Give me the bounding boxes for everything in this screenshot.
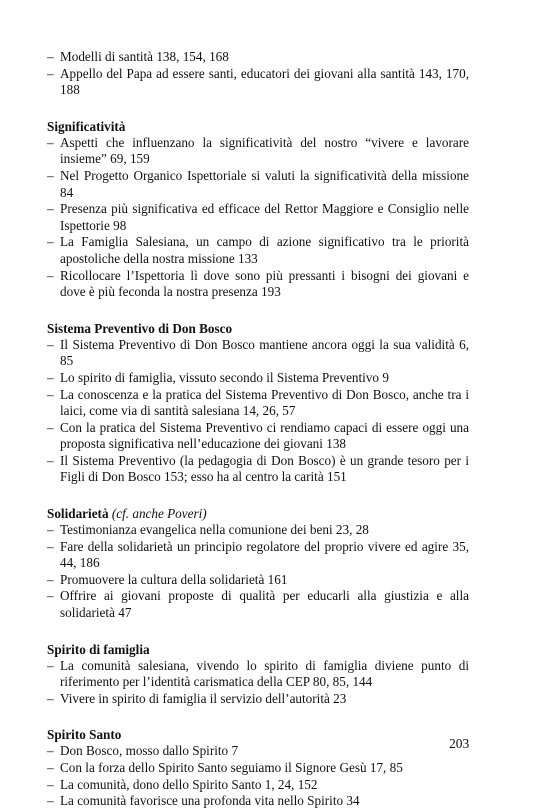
dash-marker: – xyxy=(47,690,54,706)
dash-marker: – xyxy=(47,369,54,385)
entry-text: Il Sistema Preventivo (la pedagogia di Don Bosco) è un grande tesoro per i Figli di Don Bosco 153; esso ha al centro la carità 151 xyxy=(60,452,469,485)
index-entry xyxy=(47,234,469,267)
entry-list xyxy=(47,49,469,99)
entry-text: La comunità salesiana, vivendo lo spirito di famiglia diviene punto di riferimento per l’identità carismatica della CEP 80, 85, 144 xyxy=(60,657,469,690)
dash-marker: – xyxy=(47,452,54,468)
dash-marker: – xyxy=(47,760,54,775)
index-section-significativita xyxy=(47,118,469,301)
dash-marker: – xyxy=(47,419,54,435)
entry-text: Testimonianza evangelica nella comunione dei beni 23, 28 xyxy=(60,522,369,538)
index-entry xyxy=(47,453,469,486)
entry-text: Aspetti che influenzano la significatività del nostro “vivere e lavorare insieme” 69, 159 xyxy=(60,134,469,167)
entry-text: La comunità favorisce una profonda vita nello Spirito 34 xyxy=(60,793,360,809)
section-heading xyxy=(47,118,469,135)
index-section-santita-continued xyxy=(47,49,469,99)
index-entry xyxy=(47,168,469,201)
section-heading xyxy=(47,320,469,337)
entry-text: Ricollocare l’Ispettoria lì dove sono più pressanti i bisogni dei giovani e dove è più feconda la nostra presenza 193 xyxy=(60,267,469,300)
entry-text: Don Bosco, mosso dallo Spirito 7 xyxy=(60,743,239,759)
entry-text: La conoscenza e la pratica del Sistema Preventivo di Don Bosco, anche tra i laici, come via di santità salesiana 14, 26, 57 xyxy=(60,386,469,419)
index-entry xyxy=(47,49,469,66)
dash-marker: – xyxy=(47,571,54,587)
entry-text: La Famiglia Salesiana, un campo di azione significativo tra le priorità apostoliche della nostra missione 133 xyxy=(60,234,469,266)
entry-text: Con la pratica del Sistema Preventivo ci rendiamo capaci di essere oggi una proposta significativa nell’educazione dei giovani 138 xyxy=(60,419,469,452)
index-entry xyxy=(47,760,469,777)
dash-marker: – xyxy=(47,167,54,183)
dash-marker: – xyxy=(47,538,54,554)
index-entry xyxy=(47,572,469,589)
heading-title: Sistema Preventivo di Don Bosco xyxy=(47,320,233,336)
dash-marker: – xyxy=(47,201,54,217)
dash-marker: – xyxy=(47,336,54,352)
index-entry xyxy=(47,743,469,760)
index-entry xyxy=(47,337,469,370)
entry-text: La comunità, dono dello Spirito Santo 1, 24, 152 xyxy=(60,776,318,792)
section-heading xyxy=(47,726,469,743)
dash-marker: – xyxy=(47,588,54,604)
entry-text: Nel Progetto Organico Ispettoriale si valuti la significatività della missione 84 xyxy=(60,167,469,200)
page-number: 203 xyxy=(449,736,470,751)
entry-list xyxy=(47,658,469,708)
dash-marker: – xyxy=(47,134,54,150)
index-entry xyxy=(47,522,469,539)
index-section-spirito-santo xyxy=(47,726,469,809)
index-entry xyxy=(47,691,469,708)
index-entry xyxy=(47,793,469,810)
entry-text: Promuovere la cultura della solidarietà 161 xyxy=(60,571,288,587)
dash-marker: – xyxy=(47,386,54,402)
index-section-solidarieta xyxy=(47,505,469,622)
index-entry xyxy=(47,370,469,387)
index-entry xyxy=(47,201,469,234)
heading-title: Spirito di famiglia xyxy=(47,641,150,657)
index-entry xyxy=(47,66,469,99)
entry-text: Modelli di santità 138, 154, 168 xyxy=(60,49,229,64)
section-heading xyxy=(47,505,469,522)
dash-marker: – xyxy=(47,522,54,538)
section-heading xyxy=(47,641,469,658)
dash-marker: – xyxy=(47,65,54,81)
dash-marker: – xyxy=(47,234,54,250)
dash-marker: – xyxy=(47,776,54,792)
index-entry xyxy=(47,268,469,301)
entry-text: Con la forza dello Spirito Santo seguiamo il Signore Gesù 17, 85 xyxy=(60,760,403,775)
index-entry xyxy=(47,420,469,453)
dash-marker: – xyxy=(47,267,54,283)
entry-text: Presenza più significativa ed efficace del Rettor Maggiore e Consiglio nelle Ispettorie 98 xyxy=(60,201,469,233)
entry-text: Lo spirito di famiglia, vissuto secondo il Sistema Preventivo 9 xyxy=(60,369,389,385)
index-entry xyxy=(47,539,469,572)
cross-reference-note: (cf. anche Poveri) xyxy=(111,506,207,522)
entry-text: Il Sistema Preventivo di Don Bosco mantiene ancora oggi la sua validità 6, 85 xyxy=(60,336,469,369)
heading-title: Solidarietà xyxy=(47,506,109,522)
entry-text: Appello del Papa ad essere santi, educatori dei giovani alla santità 143, 170, 188 xyxy=(60,65,469,98)
entry-text: Offrire ai giovani proposte di qualità per educarli alla giustizia e alla solidarietà 47 xyxy=(60,588,469,621)
index-entry xyxy=(47,588,469,621)
entry-text: Fare della solidarietà un principio regolatore del proprio vivere ed agire 35, 44, 186 xyxy=(60,538,469,571)
index-entry xyxy=(47,387,469,420)
index-entry xyxy=(47,135,469,168)
entry-list xyxy=(47,135,469,301)
entry-text: Vivere in spirito di famiglia il servizio dell’autorità 23 xyxy=(60,690,347,706)
heading-title: Significatività xyxy=(47,118,126,134)
dash-marker: – xyxy=(47,49,54,64)
index-entry xyxy=(47,658,469,691)
dash-marker: – xyxy=(47,793,54,809)
heading-title: Spirito Santo xyxy=(47,727,122,743)
entry-list xyxy=(47,522,469,622)
index-section-spirito-di-famiglia xyxy=(47,641,469,708)
index-section-sistema-preventivo xyxy=(47,320,469,486)
index-page xyxy=(47,49,469,810)
dash-marker: – xyxy=(47,743,54,759)
entry-list xyxy=(47,743,469,809)
dash-marker: – xyxy=(47,657,54,673)
index-entry xyxy=(47,777,469,794)
entry-list xyxy=(47,337,469,486)
